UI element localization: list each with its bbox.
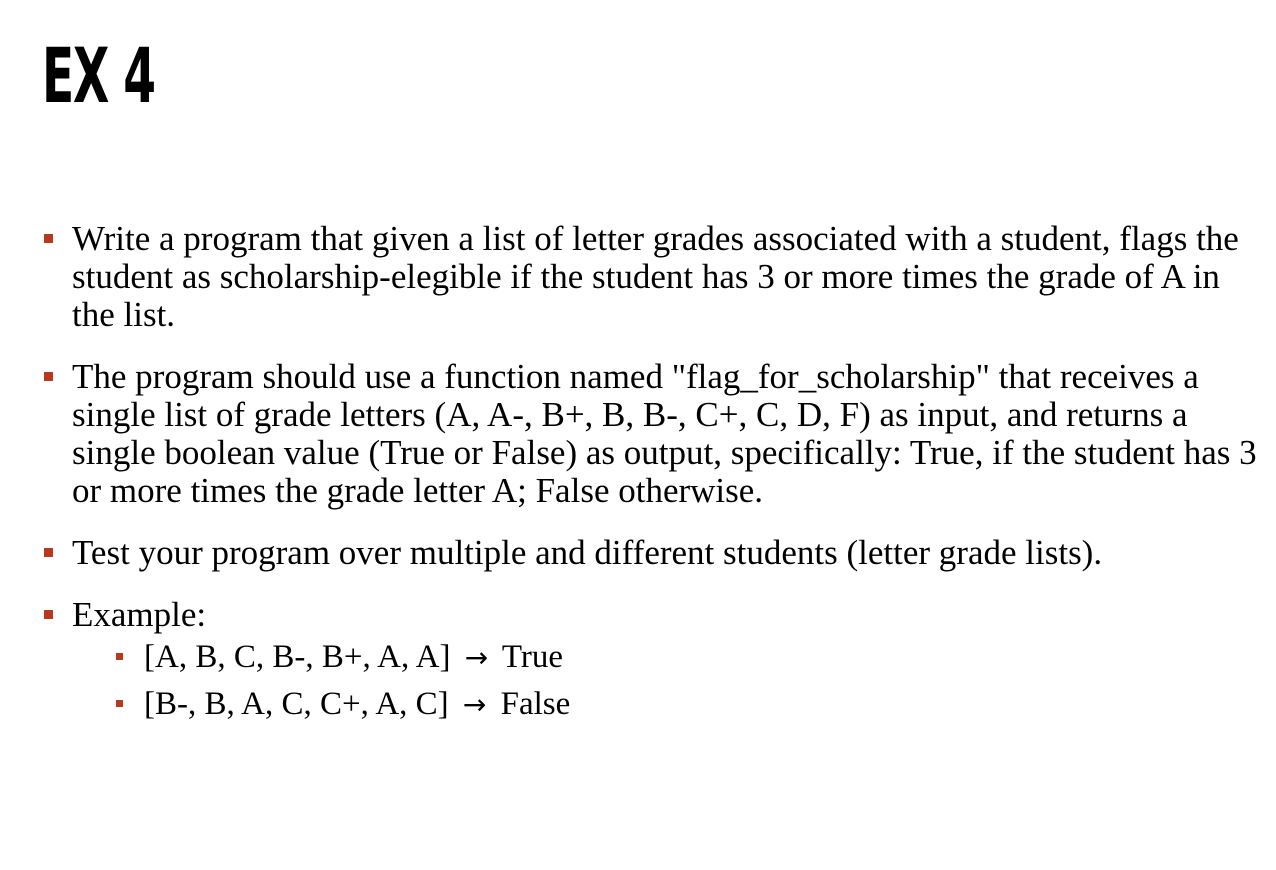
bullet-marker — [44, 372, 53, 381]
sub-bullet-marker — [116, 700, 123, 707]
example-list — [72, 638, 1262, 724]
bullet-marker — [44, 548, 53, 557]
example-input: [A, B, C, B-, B+, A, A] — [144, 639, 451, 675]
bullet-3 — [42, 534, 1262, 572]
bullet-text: The program should use a function named "flag_for_scholarship" that receives a single list of grade letters (A, A-, B+, B, B-, C+, C, D, F) as input, and returns a single boolean value (True or False) as output, specifically: True, if the student has 3 or more times the grade letter A; False otherwise. — [72, 357, 1257, 510]
example-item-2 — [116, 685, 1262, 724]
arrow-right-icon: → — [464, 641, 489, 674]
bullet-2 — [42, 358, 1262, 510]
bullet-text: Write a program that given a list of letter grades associated with a student, flags the student as scholarship-elegible if the student has 3 or more times the grade of A in the list. — [72, 219, 1239, 334]
example-output: False — [500, 686, 571, 722]
slide-content — [42, 220, 1262, 732]
bullet-4 — [42, 596, 1262, 724]
sub-bullet-marker — [116, 653, 123, 660]
bullet-text: Test your program over multiple and different students (letter grade lists). — [72, 533, 1103, 572]
bullet-marker — [44, 234, 53, 243]
example-output: True — [501, 639, 563, 675]
slide-title: EX 4 — [42, 31, 155, 120]
arrow-right-icon: → — [462, 688, 487, 721]
bullet-text: Example: — [72, 595, 207, 634]
example-item-1 — [116, 638, 1262, 677]
example-input: [B-, B, A, C, C+, A, C] — [144, 686, 449, 722]
bullet-1 — [42, 220, 1262, 334]
bullet-marker — [44, 610, 53, 619]
